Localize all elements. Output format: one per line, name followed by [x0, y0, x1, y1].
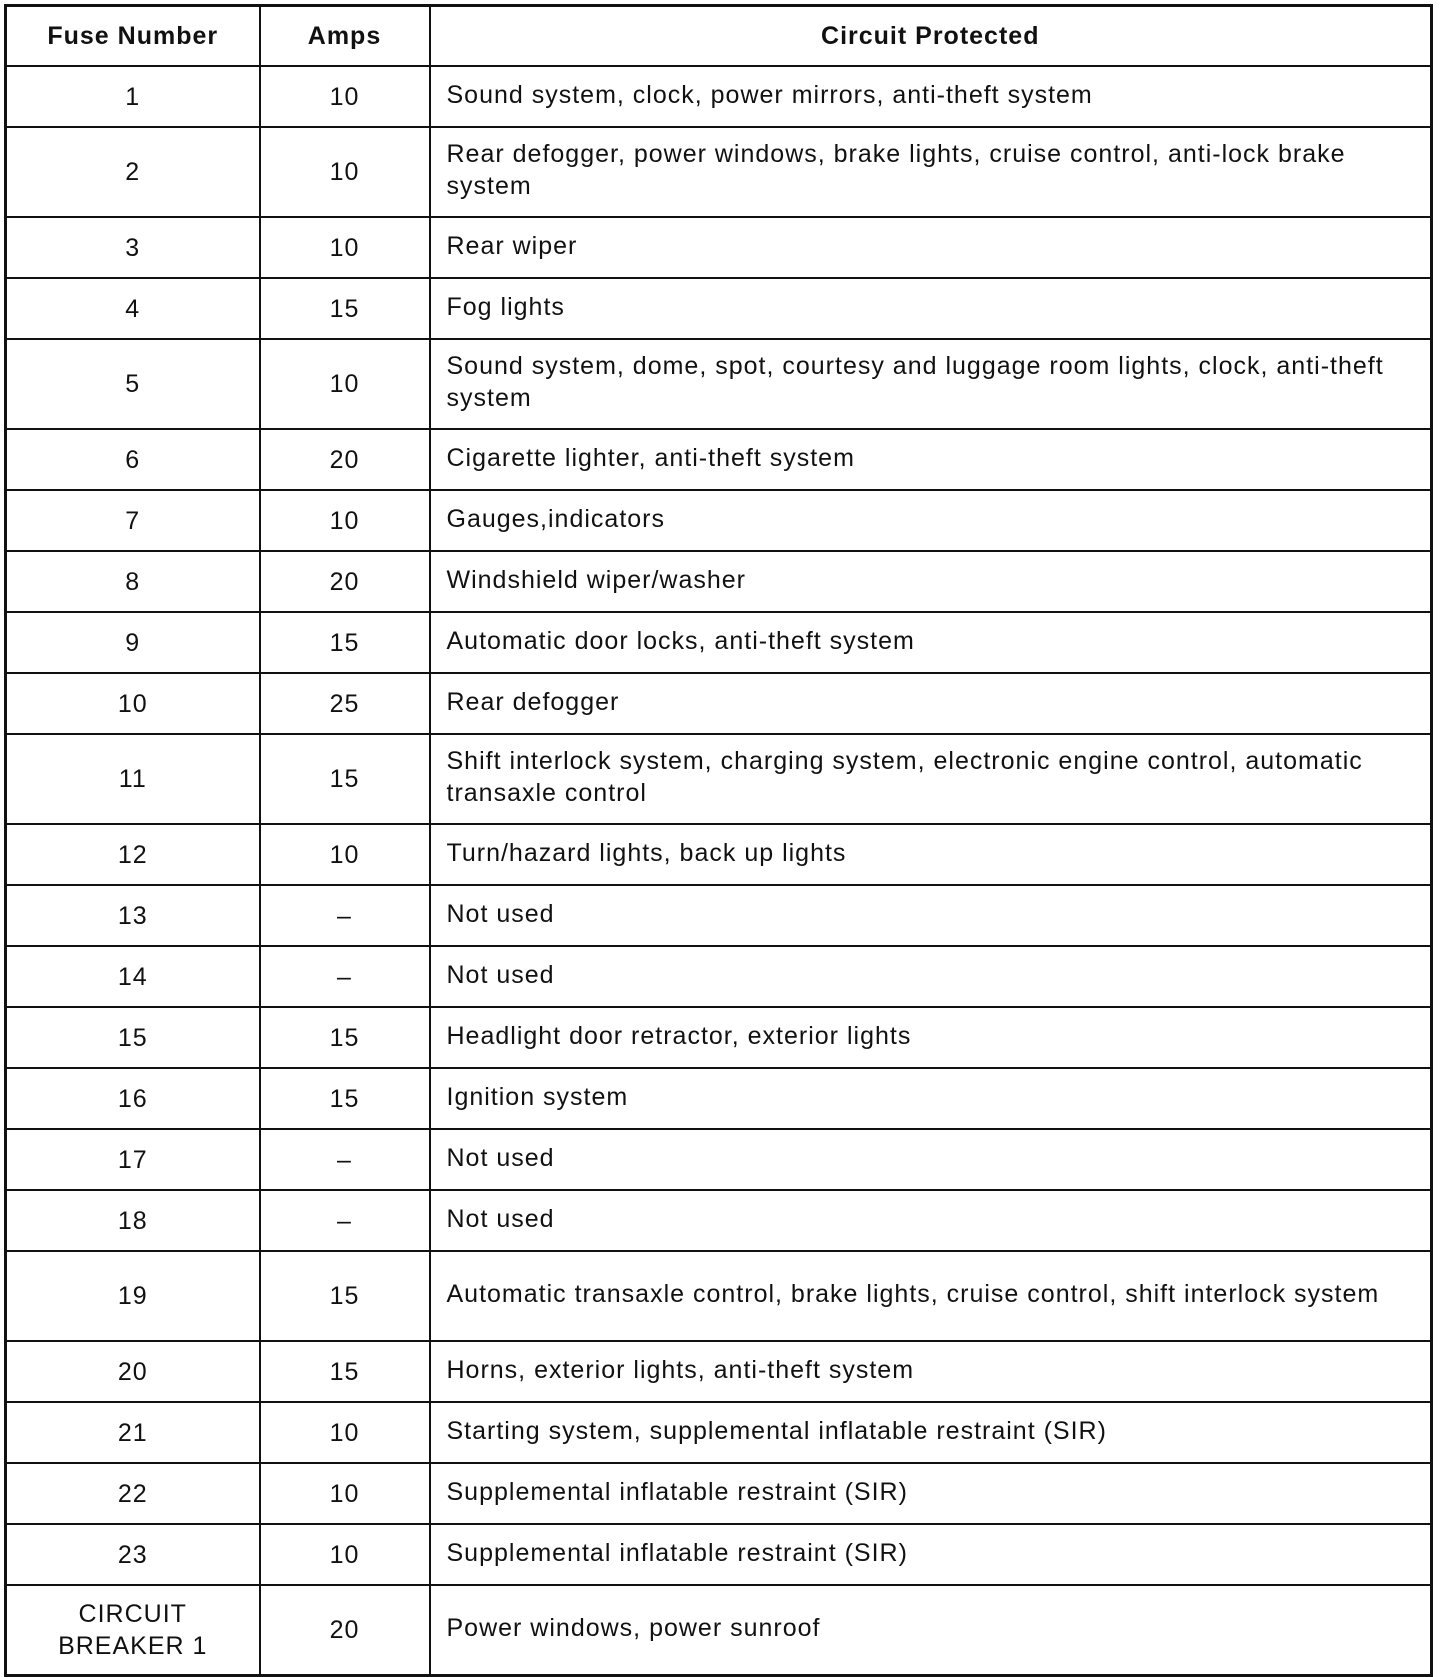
- table-body: [6, 66, 1432, 1676]
- amps-cell: 20: [260, 551, 430, 612]
- table-row: [6, 1402, 1432, 1463]
- fuse-number-cell: 1: [6, 66, 260, 127]
- amps-cell: 10: [260, 1524, 430, 1585]
- circuit-cell: Gauges,indicators: [430, 490, 1432, 551]
- circuit-cell: Fog lights: [430, 278, 1432, 339]
- table-row: [6, 1190, 1432, 1251]
- circuit-cell: Sound system, dome, spot, courtesy and luggage room lights, clock, anti-theft system: [430, 339, 1432, 429]
- amps-cell: 15: [260, 612, 430, 673]
- table-row: [6, 824, 1432, 885]
- circuit-cell: Not used: [430, 885, 1432, 946]
- table-row: [6, 339, 1432, 429]
- table-row: [6, 946, 1432, 1007]
- header-row: [6, 6, 1432, 67]
- circuit-cell: Automatic transaxle control, brake lights, cruise control, shift interlock system: [430, 1251, 1432, 1341]
- circuit-cell: Starting system, supplemental inflatable restraint (SIR): [430, 1402, 1432, 1463]
- table-row: [6, 429, 1432, 490]
- table-row: [6, 734, 1432, 824]
- fuse-number-cell: 8: [6, 551, 260, 612]
- amps-cell: 20: [260, 1585, 430, 1676]
- circuit-cell: Supplemental inflatable restraint (SIR): [430, 1524, 1432, 1585]
- fuse-number-cell: 7: [6, 490, 260, 551]
- fuse-number-cell: 15: [6, 1007, 260, 1068]
- table-row: [6, 673, 1432, 734]
- circuit-cell: Not used: [430, 1190, 1432, 1251]
- table-row: [6, 278, 1432, 339]
- circuit-cell: Turn/hazard lights, back up lights: [430, 824, 1432, 885]
- amps-cell: 15: [260, 1341, 430, 1402]
- circuit-breaker-row: [6, 1585, 1432, 1676]
- table-row: [6, 1524, 1432, 1585]
- fuse-number-cell: 13: [6, 885, 260, 946]
- fuse-table: [4, 4, 1433, 1677]
- amps-cell: 15: [260, 734, 430, 824]
- circuit-breaker-label-line2: BREAKER 1: [58, 1632, 208, 1660]
- table-row: [6, 66, 1432, 127]
- circuit-cell: Power windows, power sunroof: [430, 1585, 1432, 1676]
- fuse-number-cell: 6: [6, 429, 260, 490]
- amps-cell: 20: [260, 429, 430, 490]
- table-row: [6, 612, 1432, 673]
- amps-cell: 10: [260, 339, 430, 429]
- table-row: [6, 1007, 1432, 1068]
- circuit-cell: Not used: [430, 1129, 1432, 1190]
- circuit-cell: Shift interlock system, charging system, electronic engine control, automatic transaxle control: [430, 734, 1432, 824]
- fuse-number-cell: 11: [6, 734, 260, 824]
- table-row: [6, 1251, 1432, 1341]
- amps-cell: 10: [260, 66, 430, 127]
- amps-cell: 15: [260, 1068, 430, 1129]
- amps-cell: 10: [260, 127, 430, 217]
- header-fuse-number: Fuse Number: [6, 6, 260, 67]
- circuit-cell: Horns, exterior lights, anti-theft system: [430, 1341, 1432, 1402]
- fuse-number-cell: 2: [6, 127, 260, 217]
- fuse-number-cell: 20: [6, 1341, 260, 1402]
- fuse-number-cell: 18: [6, 1190, 260, 1251]
- circuit-cell: Cigarette lighter, anti-theft system: [430, 429, 1432, 490]
- fuse-number-cell: 16: [6, 1068, 260, 1129]
- table-row: [6, 1463, 1432, 1524]
- table-row: [6, 885, 1432, 946]
- amps-cell: 10: [260, 1463, 430, 1524]
- amps-cell: 15: [260, 278, 430, 339]
- amps-cell: 10: [260, 824, 430, 885]
- table-row: [6, 217, 1432, 278]
- circuit-cell: Not used: [430, 946, 1432, 1007]
- fuse-number-cell: 21: [6, 1402, 260, 1463]
- header-amps: Amps: [260, 6, 430, 67]
- circuit-breaker-label: [6, 1585, 260, 1676]
- amps-cell: 10: [260, 490, 430, 551]
- table-row: [6, 490, 1432, 551]
- table-row: [6, 1068, 1432, 1129]
- amps-cell: 15: [260, 1251, 430, 1341]
- circuit-cell: Rear defogger, power windows, brake lights, cruise control, anti-lock brake system: [430, 127, 1432, 217]
- amps-cell: 10: [260, 217, 430, 278]
- fuse-number-cell: 14: [6, 946, 260, 1007]
- circuit-cell: Rear defogger: [430, 673, 1432, 734]
- header-circuit-protected: Circuit Protected: [430, 6, 1432, 67]
- circuit-cell: Sound system, clock, power mirrors, anti-theft system: [430, 66, 1432, 127]
- fuse-number-cell: 10: [6, 673, 260, 734]
- circuit-cell: Rear wiper: [430, 217, 1432, 278]
- fuse-number-cell: 3: [6, 217, 260, 278]
- amps-cell: –: [260, 885, 430, 946]
- table-row: [6, 1341, 1432, 1402]
- fuse-number-cell: 23: [6, 1524, 260, 1585]
- circuit-cell: Automatic door locks, anti-theft system: [430, 612, 1432, 673]
- circuit-cell: Supplemental inflatable restraint (SIR): [430, 1463, 1432, 1524]
- amps-cell: 15: [260, 1007, 430, 1068]
- amps-cell: 10: [260, 1402, 430, 1463]
- amps-cell: –: [260, 1190, 430, 1251]
- circuit-cell: Ignition system: [430, 1068, 1432, 1129]
- circuit-cell: Windshield wiper/washer: [430, 551, 1432, 612]
- fuse-number-cell: 9: [6, 612, 260, 673]
- fuse-number-cell: 12: [6, 824, 260, 885]
- table-row: [6, 551, 1432, 612]
- fuse-number-cell: 5: [6, 339, 260, 429]
- fuse-number-cell: 19: [6, 1251, 260, 1341]
- amps-cell: –: [260, 946, 430, 1007]
- fuse-number-cell: 17: [6, 1129, 260, 1190]
- amps-cell: 25: [260, 673, 430, 734]
- fuse-number-cell: 4: [6, 278, 260, 339]
- table-row: [6, 1129, 1432, 1190]
- fuse-number-cell: 22: [6, 1463, 260, 1524]
- circuit-breaker-label-line1: CIRCUIT: [78, 1600, 187, 1628]
- table-row: [6, 127, 1432, 217]
- circuit-cell: Headlight door retractor, exterior lights: [430, 1007, 1432, 1068]
- amps-cell: –: [260, 1129, 430, 1190]
